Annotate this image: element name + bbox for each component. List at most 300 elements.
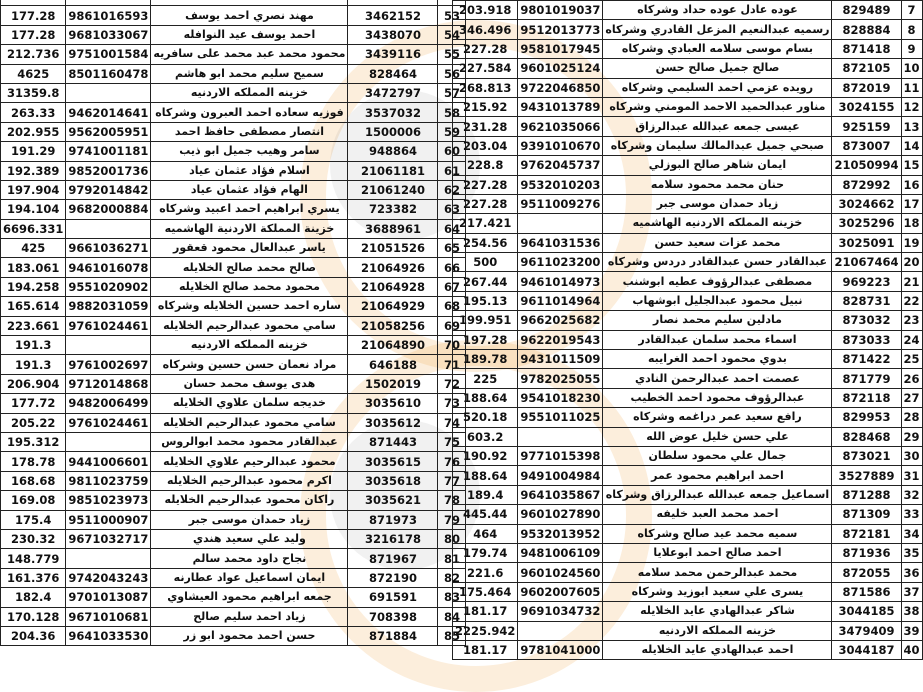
- amount-cell: 223.661: [1, 316, 66, 335]
- amount-cell: 31359.8: [1, 83, 66, 102]
- amount-cell: 464: [453, 524, 518, 543]
- row-number-cell: 78: [438, 491, 466, 510]
- name-cell: هدى يوسف محمد حسان: [151, 374, 348, 393]
- row-number-cell: 61: [438, 161, 466, 180]
- account-number-cell: 9581017945: [518, 39, 603, 58]
- name-cell: راكان محمود عبدالرحيم الخلايله: [151, 491, 348, 510]
- id-number-cell: 871309: [832, 505, 901, 524]
- table-row: [1, 142, 466, 161]
- table-row: [1, 355, 466, 374]
- table-row: [1, 510, 466, 529]
- table-row: [453, 466, 923, 485]
- table-row: [1, 200, 466, 219]
- table-row: [453, 59, 923, 78]
- table-row: [453, 640, 923, 659]
- amount-cell: 227.28: [453, 194, 518, 213]
- name-cell: احمد محمد العبد خليفه: [603, 505, 832, 524]
- id-number-cell: 21064926: [348, 258, 438, 277]
- row-number-cell: 28: [901, 408, 922, 427]
- table-row: [453, 20, 923, 39]
- name-cell: محمود محمد صالح الخلايله: [151, 277, 348, 296]
- amount-cell: 175.4: [1, 510, 66, 529]
- row-number-cell: 54: [438, 25, 466, 44]
- amount-cell: 202.955: [1, 122, 66, 141]
- table-row: [453, 311, 923, 330]
- table-row: [1, 588, 466, 607]
- id-number-cell: 3439116: [348, 45, 438, 64]
- amount-cell: 212.736: [1, 45, 66, 64]
- table-row: [453, 1, 923, 20]
- row-number-cell: 40: [901, 640, 922, 659]
- row-number-cell: 22: [901, 291, 922, 310]
- table-row: [1, 374, 466, 393]
- table-row: [453, 272, 923, 291]
- row-number-cell: 30: [901, 446, 922, 465]
- id-number-cell: 3527889: [832, 466, 901, 485]
- name-cell: انتصار مصطفى حافظ احمد: [151, 122, 348, 141]
- id-number-cell: 3035618: [348, 471, 438, 490]
- amount-cell: 175.464: [453, 582, 518, 601]
- account-number-cell: 9681033067: [66, 25, 151, 44]
- name-cell: سميه محمد عيد صالح وشركاه: [603, 524, 832, 543]
- name-cell: محمد عزات سعيد حسن: [603, 233, 832, 252]
- account-number-cell: [518, 621, 603, 640]
- id-number-cell: 828468: [832, 427, 901, 446]
- account-number-cell: [518, 214, 603, 233]
- id-number-cell: 829953: [832, 408, 901, 427]
- row-number-cell: 65: [438, 239, 466, 258]
- account-number-cell: 9882031059: [66, 297, 151, 316]
- account-number-cell: 9622019543: [518, 330, 603, 349]
- table-row: [1, 491, 466, 510]
- name-cell: زياد حمدان موسى جبر: [151, 510, 348, 529]
- row-number-cell: 69: [438, 316, 466, 335]
- amount-cell: 194.104: [1, 200, 66, 219]
- id-number-cell: 828464: [348, 64, 438, 83]
- account-number-cell: 9751001584: [66, 45, 151, 64]
- name-cell: خزينه المملكه الاردنيه: [151, 336, 348, 355]
- table-row: [453, 136, 923, 155]
- row-number-cell: 21: [901, 272, 922, 291]
- account-number-cell: 9532013952: [518, 524, 603, 543]
- account-number-cell: [66, 336, 151, 355]
- id-number-cell: 3438070: [348, 25, 438, 44]
- id-number-cell: 872118: [832, 388, 901, 407]
- table-row: [453, 39, 923, 58]
- id-number-cell: 3035612: [348, 413, 438, 432]
- id-number-cell: 3044185: [832, 602, 901, 621]
- row-number-cell: 60: [438, 142, 466, 161]
- account-number-cell: [518, 427, 603, 446]
- account-number-cell: 9781041000: [518, 640, 603, 659]
- account-number-cell: 9462014641: [66, 103, 151, 122]
- table-row: [453, 524, 923, 543]
- name-cell: احمد صالح احمد ابوعلايا: [603, 543, 832, 562]
- left-table: [0, 0, 466, 646]
- table-row: [453, 446, 923, 465]
- table-row: [1, 83, 466, 102]
- table-row: [453, 582, 923, 601]
- row-number-cell: 75: [438, 432, 466, 451]
- row-number-cell: 82: [438, 568, 466, 587]
- name-cell: عبدالقادر حسن عبدالقادر دردس وشركاه: [603, 253, 832, 272]
- table-row: [453, 427, 923, 446]
- amount-cell: 165.614: [1, 297, 66, 316]
- row-number-cell: 24: [901, 330, 922, 349]
- table-row: [1, 413, 466, 432]
- amount-cell: 169.08: [1, 491, 66, 510]
- table-row: [1, 103, 466, 122]
- amount-cell: 227.584: [453, 59, 518, 78]
- row-number-cell: 36: [901, 563, 922, 582]
- row-number-cell: 15: [901, 156, 922, 175]
- amount-cell: 191.3: [1, 355, 66, 374]
- amount-cell: 221.6: [453, 563, 518, 582]
- account-number-cell: 9611014964: [518, 291, 603, 310]
- name-cell: فوزيه سعاده احمد العبرون وشركاه: [151, 103, 348, 122]
- amount-cell: 161.376: [1, 568, 66, 587]
- table-row: [1, 568, 466, 587]
- row-number-cell: 72: [438, 374, 466, 393]
- name-cell: شاكر عبدالهادي عايد الخلايله: [603, 602, 832, 621]
- name-cell: حسن احمد محمود ابو زر: [151, 626, 348, 645]
- table-row: [453, 291, 923, 310]
- row-number-cell: 77: [438, 471, 466, 490]
- table-row: [453, 97, 923, 116]
- row-number-cell: 34: [901, 524, 922, 543]
- id-number-cell: 873033: [832, 330, 901, 349]
- name-cell: زياد حمدان موسى جبر: [603, 194, 832, 213]
- account-number-cell: 9852001736: [66, 161, 151, 180]
- amount-cell: 199.951: [453, 311, 518, 330]
- id-number-cell: 3479409: [832, 621, 901, 640]
- id-number-cell: 3688961: [348, 219, 438, 238]
- name-cell: اسلام فؤاد عثمان عياد: [151, 161, 348, 180]
- id-number-cell: 1502019: [348, 374, 438, 393]
- account-number-cell: 9551020902: [66, 277, 151, 296]
- account-number-cell: 9762045737: [518, 156, 603, 175]
- id-number-cell: 3035610: [348, 394, 438, 413]
- id-number-cell: 873021: [832, 446, 901, 465]
- amount-cell: 445.44: [453, 505, 518, 524]
- amount-cell: 225: [453, 369, 518, 388]
- account-number-cell: 9482006499: [66, 394, 151, 413]
- name-cell: سميح سليم محمد ابو هاشم: [151, 64, 348, 83]
- table-row: [453, 233, 923, 252]
- id-number-cell: 21061240: [348, 180, 438, 199]
- id-number-cell: 3035621: [348, 491, 438, 510]
- account-number-cell: 9691034732: [518, 602, 603, 621]
- table-row: [1, 549, 466, 568]
- amount-cell: 203.04: [453, 136, 518, 155]
- row-number-cell: 11: [901, 78, 922, 97]
- row-number-cell: 39: [901, 621, 922, 640]
- account-number-cell: 9792014842: [66, 180, 151, 199]
- amount-cell: 183.061: [1, 258, 66, 277]
- amount-cell: 197.28: [453, 330, 518, 349]
- right-table: [452, 0, 923, 660]
- account-number-cell: 9621035066: [518, 117, 603, 136]
- name-cell: بدوي محمود احمد الغرايبه: [603, 350, 832, 369]
- name-cell: رويده عزمي احمد السليمي وشركاه: [603, 78, 832, 97]
- name-cell: مصطفى عبدالرؤوف عطيه ابوشنب: [603, 272, 832, 291]
- id-number-cell: 691591: [348, 588, 438, 607]
- name-cell: سامي محمود عبدالرحيم الخلايله: [151, 316, 348, 335]
- name-cell: صالح محمد صالح الخلايله: [151, 258, 348, 277]
- id-number-cell: 708398: [348, 607, 438, 626]
- account-number-cell: 9641033530: [66, 626, 151, 645]
- row-number-cell: 58: [438, 103, 466, 122]
- table-row: [1, 180, 466, 199]
- row-number-cell: 67: [438, 277, 466, 296]
- amount-cell: 268.813: [453, 78, 518, 97]
- row-number-cell: 35: [901, 543, 922, 562]
- name-cell: خزينه المملكه الاردنيه: [603, 621, 832, 640]
- name-cell: يسرى علي سعيد ابوزيد وشركاه: [603, 582, 832, 601]
- amount-cell: 182.4: [1, 588, 66, 607]
- name-cell: سامي محمود عبدالرحيم الخلايله: [151, 413, 348, 432]
- amount-cell: 191.3: [1, 336, 66, 355]
- name-cell: خزينه المملكه الاردنيه الهاشميه: [603, 214, 832, 233]
- amount-cell: 230.32: [1, 529, 66, 548]
- name-cell: مناور عبدالحميد الاحمد المومني وشركاه: [603, 97, 832, 116]
- id-number-cell: 871422: [832, 350, 901, 369]
- account-number-cell: 9671032717: [66, 529, 151, 548]
- row-number-cell: 66: [438, 258, 466, 277]
- amount-cell: 206.904: [1, 374, 66, 393]
- amount-cell: 231.28: [453, 117, 518, 136]
- name-cell: صبحي جميل عبدالمالك سليمان وشركاه: [603, 136, 832, 155]
- amount-cell: 195.312: [1, 432, 66, 451]
- amount-cell: 178.78: [1, 452, 66, 471]
- name-cell: اسماء محمد سلمان عبدالقادر: [603, 330, 832, 349]
- amount-cell: 425: [1, 239, 66, 258]
- row-number-cell: 32: [901, 485, 922, 504]
- row-number-cell: 10: [901, 59, 922, 78]
- amount-cell: 177.28: [1, 25, 66, 44]
- table-row: [453, 78, 923, 97]
- row-number-cell: 20: [901, 253, 922, 272]
- row-number-cell: 79: [438, 510, 466, 529]
- name-cell: صالح جميل صالح حسن: [603, 59, 832, 78]
- account-number-cell: 9601024560: [518, 563, 603, 582]
- account-number-cell: 9722046850: [518, 78, 603, 97]
- name-cell: زياد احمد سليم صالح: [151, 607, 348, 626]
- table-row: [1, 258, 466, 277]
- id-number-cell: 3216178: [348, 529, 438, 548]
- amount-cell: 168.68: [1, 471, 66, 490]
- amount-cell: 217.421: [453, 214, 518, 233]
- table-row: [1, 297, 466, 316]
- amount-cell: 190.92: [453, 446, 518, 465]
- name-cell: جمال علي محمود سلطان: [603, 446, 832, 465]
- name-cell: مادلين سليم محمد نصار: [603, 311, 832, 330]
- id-number-cell: 21064928: [348, 277, 438, 296]
- id-number-cell: 873007: [832, 136, 901, 155]
- row-number-cell: 25: [901, 350, 922, 369]
- account-number-cell: [66, 83, 151, 102]
- id-number-cell: 3025091: [832, 233, 901, 252]
- name-cell: رسميه عبدالنعيم المزعل القادري وشركاه: [603, 20, 832, 39]
- table-row: [453, 602, 923, 621]
- account-number-cell: 9701013087: [66, 588, 151, 607]
- account-number-cell: 9391010670: [518, 136, 603, 155]
- table-row: [453, 485, 923, 504]
- account-number-cell: 9761024461: [66, 413, 151, 432]
- id-number-cell: 21064890: [348, 336, 438, 355]
- row-number-cell: 62: [438, 180, 466, 199]
- amount-cell: 177.28: [1, 6, 66, 25]
- id-number-cell: 925159: [832, 117, 901, 136]
- id-number-cell: 871779: [832, 369, 901, 388]
- id-number-cell: 3472797: [348, 83, 438, 102]
- row-number-cell: 33: [901, 505, 922, 524]
- table-row: [453, 175, 923, 194]
- id-number-cell: 3462152: [348, 6, 438, 25]
- account-number-cell: [66, 549, 151, 568]
- id-number-cell: 871288: [832, 485, 901, 504]
- id-number-cell: 871443: [348, 432, 438, 451]
- row-number-cell: 26: [901, 369, 922, 388]
- id-number-cell: 3024155: [832, 97, 901, 116]
- account-number-cell: 9601027890: [518, 505, 603, 524]
- id-number-cell: 871936: [832, 543, 901, 562]
- table-row: [453, 543, 923, 562]
- row-number-cell: 29: [901, 427, 922, 446]
- id-number-cell: 829489: [832, 1, 901, 20]
- id-number-cell: 872190: [348, 568, 438, 587]
- account-number-cell: 9461014973: [518, 272, 603, 291]
- name-cell: مراد نعمان حسن حسين وشركاه: [151, 355, 348, 374]
- account-number-cell: 9662025682: [518, 311, 603, 330]
- account-number-cell: 9511000907: [66, 510, 151, 529]
- row-number-cell: 8: [901, 20, 922, 39]
- id-number-cell: 873032: [832, 311, 901, 330]
- id-number-cell: 871967: [348, 549, 438, 568]
- name-cell: مهند نصري احمد يوسف: [151, 6, 348, 25]
- id-number-cell: 21050994: [832, 156, 901, 175]
- name-cell: خزينه المملكه الاردنيه: [151, 83, 348, 102]
- name-cell: ايمان شاهر صالح البوزلي: [603, 156, 832, 175]
- account-number-cell: 9481006109: [518, 543, 603, 562]
- row-number-cell: 81: [438, 549, 466, 568]
- name-cell: نبيل محمود عبدالجليل ابوشهاب: [603, 291, 832, 310]
- row-number-cell: 56: [438, 64, 466, 83]
- account-number-cell: 9431013789: [518, 97, 603, 116]
- id-number-cell: 21067464: [832, 253, 901, 272]
- name-cell: احمد ابراهيم محمود عمر: [603, 466, 832, 485]
- account-number-cell: [66, 219, 151, 238]
- amount-cell: 204.36: [1, 626, 66, 645]
- account-number-cell: 9682000884: [66, 200, 151, 219]
- amount-cell: 227.28: [453, 39, 518, 58]
- row-number-cell: 80: [438, 529, 466, 548]
- amount-cell: 4625: [1, 64, 66, 83]
- amount-cell: 148.779: [1, 549, 66, 568]
- table-row: [453, 194, 923, 213]
- row-number-cell: 83: [438, 588, 466, 607]
- account-number-cell: 9601025124: [518, 59, 603, 78]
- row-number-cell: 63: [438, 200, 466, 219]
- row-number-cell: 70: [438, 336, 466, 355]
- name-cell: الهام فؤاد عثمان عياد: [151, 180, 348, 199]
- amount-cell: 181.17: [453, 602, 518, 621]
- account-number-cell: 9782025055: [518, 369, 603, 388]
- table-row: [453, 117, 923, 136]
- amount-cell: 179.74: [453, 543, 518, 562]
- table-row: [1, 161, 466, 180]
- row-number-cell: 9: [901, 39, 922, 58]
- account-number-cell: 9671010681: [66, 607, 151, 626]
- row-number-cell: 17: [901, 194, 922, 213]
- row-number-cell: 57: [438, 83, 466, 102]
- table-row: [453, 330, 923, 349]
- table-row: [1, 394, 466, 413]
- table-row: [453, 621, 923, 640]
- name-cell: احمد يوسف عيد النوافله: [151, 25, 348, 44]
- account-number-cell: 9761024461: [66, 316, 151, 335]
- id-number-cell: 3025296: [832, 214, 901, 233]
- row-number-cell: 64: [438, 219, 466, 238]
- id-number-cell: 723382: [348, 200, 438, 219]
- amount-cell: 189.78: [453, 350, 518, 369]
- id-number-cell: 3024662: [832, 194, 901, 213]
- name-cell: عيسى جمعه عبدالله عبدالرزاق: [603, 117, 832, 136]
- account-number-cell: 9551011025: [518, 408, 603, 427]
- row-number-cell: 55: [438, 45, 466, 64]
- row-number-cell: 59: [438, 122, 466, 141]
- account-number-cell: 9641035867: [518, 485, 603, 504]
- row-number-cell: 53: [438, 6, 466, 25]
- account-number-cell: 9761002697: [66, 355, 151, 374]
- row-number-cell: 84: [438, 607, 466, 626]
- id-number-cell: 871586: [832, 582, 901, 601]
- row-number-cell: 13: [901, 117, 922, 136]
- account-number-cell: 9771015398: [518, 446, 603, 465]
- table-row: [453, 505, 923, 524]
- amount-cell: 263.33: [1, 103, 66, 122]
- id-number-cell: 871973: [348, 510, 438, 529]
- amount-cell: 170.128: [1, 607, 66, 626]
- account-number-cell: 9461016078: [66, 258, 151, 277]
- account-number-cell: 9541018230: [518, 388, 603, 407]
- account-number-cell: 9441006601: [66, 452, 151, 471]
- row-number-cell: 16: [901, 175, 922, 194]
- account-number-cell: 9431011509: [518, 350, 603, 369]
- name-cell: ساره احمد حسين الخلايله وشركاه: [151, 297, 348, 316]
- table-row: [1, 471, 466, 490]
- row-number-cell: 38: [901, 602, 922, 621]
- row-number-cell: 71: [438, 355, 466, 374]
- table-row: [453, 214, 923, 233]
- amount-cell: 215.92: [453, 97, 518, 116]
- row-number-cell: 27: [901, 388, 922, 407]
- id-number-cell: 3044187: [832, 640, 901, 659]
- amount-cell: 603.2: [453, 427, 518, 446]
- amount-cell: 500: [453, 253, 518, 272]
- row-number-cell: 74: [438, 413, 466, 432]
- table-row: [1, 626, 466, 645]
- table-row: [1, 219, 466, 238]
- name-cell: اسماعيل جمعه عبدالله عبدالرزاق وشركاه: [603, 485, 832, 504]
- id-number-cell: 872055: [832, 563, 901, 582]
- table-row: [1, 45, 466, 64]
- row-number-cell: 37: [901, 582, 922, 601]
- row-number-cell: 14: [901, 136, 922, 155]
- name-cell: ياسر عبدالعال محمود قعقور: [151, 239, 348, 258]
- amount-cell: 254.56: [453, 233, 518, 252]
- name-cell: وليد علي سعيد هندي: [151, 529, 348, 548]
